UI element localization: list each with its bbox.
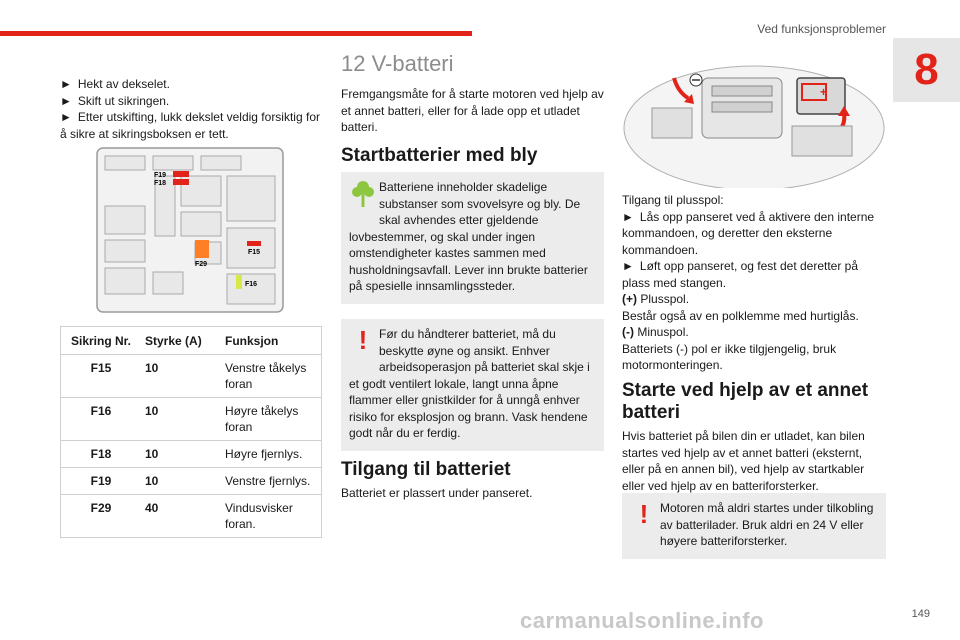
header-red-bar: [0, 31, 472, 36]
step-item: ► Skift ut sikringen.: [60, 93, 170, 108]
chapter-number: 8: [914, 45, 939, 94]
eco-info-box: [341, 172, 604, 304]
eco-box-text: Batteriene inneholder skadelige substanser som svovelsyre og bly. De skal avhendes etter gjeldende lovbestemmer, og skal under ingen omstendigheter kastes sammen med husholdningsavfall. Lever inn brukte batterier på spesielle innsamlingssteder.: [349, 180, 588, 293]
page-number: 149: [911, 608, 930, 620]
table-row: F18 10 Høyre fjernlys.: [61, 441, 322, 468]
warning-exclamation-icon: !: [639, 499, 649, 529]
heading-jump-start: Starte ved hjelp av et annet batteri: [622, 380, 869, 423]
svg-text:F15: F15: [248, 249, 261, 256]
watermark: carmanualsonline.info: [520, 608, 764, 633]
table-row: F15 10 Venstre tåkelys foran: [61, 355, 322, 398]
fuse-f16: [236, 275, 242, 289]
step-item: ► Etter utskifting, lukk dekslet veldig forsiktig for å sikre at sikringsboksen er tett.: [60, 110, 320, 141]
section-title: Ved funksjonsproblemer: [757, 22, 886, 36]
heading-access-battery: Tilgang til batteriet: [341, 459, 511, 480]
jump-text: Hvis batteriet på bilen din er utladet, kan bilen startes ved hjelp av et annet batteri (eksternt, eller på en annen bil), ved hjelp av startkabler eller ved hjelp av en batteriforsterker.: [622, 429, 865, 493]
svg-text:F16: F16: [245, 281, 258, 288]
fuse-table: [60, 326, 322, 538]
step-item: ► Lås opp panseret ved å aktivere den interne kommandoen, og deretter den eksterne kommandoen.: [622, 209, 875, 257]
svg-text:F18: F18: [154, 180, 167, 187]
fuse-f18: [173, 179, 189, 185]
plus-terminal: (+) Plusspol.: [622, 292, 690, 306]
heading-lead-batteries: Startbatterier med bly: [341, 145, 538, 166]
table-row: F29 40 Vindusvisker foran.: [61, 495, 322, 538]
warning-box-text: Før du håndterer batteriet, må du beskytte øyne og ansikt. Enhver arbeidsoperasjon på batteriet skal skje i et godt ventilert lokale, langt unna åpne flammer eller gnistkilder for å unngå enhver risiko for eksplosjon og brann. Vask hendene godt når du er ferdig.: [349, 327, 590, 440]
table-row: F19 10 Venstre fjernlys.: [61, 468, 322, 495]
fuse-f19: [173, 171, 189, 177]
access-text: Batteriet er plassert under panseret.: [341, 486, 533, 500]
step-list: [60, 76, 322, 142]
svg-text:F29: F29: [195, 261, 208, 268]
minus-terminal: (-) Minuspol.: [622, 325, 689, 339]
plus-intro: Tilgang til plusspol:: [622, 193, 724, 207]
minus-description: Batteriets (-) pol er ikke tilgjengelig, bruk motormonteringen.: [622, 341, 837, 372]
engine-bay-illustration: [622, 58, 886, 193]
recycle-tree-icon: [349, 179, 377, 213]
warning-exclamation-icon: !: [358, 325, 368, 355]
plus-description: Består også av en polklemme med hurtiglås.: [622, 308, 859, 323]
chapter-tab: [893, 38, 960, 102]
fuse-f15: [247, 241, 261, 246]
step-item: ► Løft opp panseret, og fest det deretter på plass med stangen.: [622, 259, 859, 290]
step-item: ► Hekt av dekselet.: [60, 77, 170, 91]
intro-text: Fremgangsmåte for å starte motoren ved hjelp av et annet batteri, eller for å lade opp et utladet batteri.: [341, 87, 604, 134]
fuse-box-diagram: [95, 146, 285, 319]
warning-box: [341, 319, 604, 451]
page-title: 12 V-batteri: [341, 51, 454, 76]
warning-box-text: Motoren må aldri startes under tilkobling av batterilader. Bruk aldri en 24 V eller høyere batteriforsterker.: [660, 501, 874, 548]
plus-access-block: [622, 192, 886, 374]
svg-text:F19: F19: [154, 172, 167, 179]
fuse-f29: [195, 240, 209, 258]
warning-box: [622, 493, 886, 559]
table-row: F16 10 Høyre tåkelys foran: [61, 398, 322, 441]
table-header-row: Sikring Nr. Styrke (A) Funksjon: [61, 327, 322, 355]
svg-text:+: +: [820, 85, 828, 99]
